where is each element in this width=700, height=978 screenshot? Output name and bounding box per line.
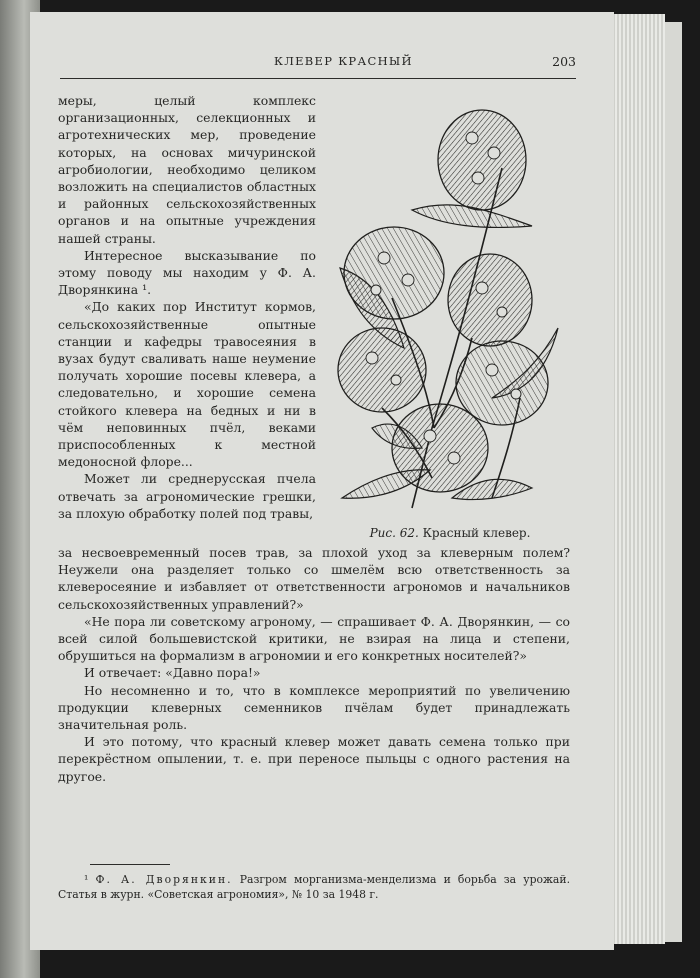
paragraph: Но несомненно и то, что в комплексе мероприятий по увеличению продукции клеверных семенников пчёлам будет принадлежать значительная роль. — [58, 682, 570, 733]
book-page — [30, 12, 614, 950]
paragraph: Интересное высказывание по этому поводу мы находим у Ф. А. Дворянкина ¹. — [58, 247, 316, 298]
footnote — [58, 872, 570, 902]
full-width-text — [58, 544, 570, 785]
quote-paragraph: «Не пора ли советскому агроному, — спрашивает Ф. А. Дворянкин, — со всей силой большевистской критики, не взирая на лица и степени, обрушиться на формализм в агрономии и его конкретных носителей?» — [58, 613, 570, 664]
page-edges — [612, 14, 665, 944]
paragraph: меры, целый комплекс организационных, селекционных и агротехнических мер, проведение которых, на основах мичуринской агробиологии, необходимо целиком возложить на специалистов областных и районных сельскохозяйственных органов и на опытные учреждения нашей страны. — [58, 93, 316, 246]
page-number: 203 — [552, 54, 576, 69]
paragraph: И это потому, что красный клевер может давать семена только при перекрёстном опылении, т. е. при переносе пыльцы с одного растения на другое. — [58, 734, 570, 784]
clover-illustration — [312, 98, 564, 518]
quote-paragraph: «До каких пор Институт кормов, сельскохозяйственные опытные станции и кафедры травосеяния в вузах будут сваливать наше неумение получать хорошие посевы клевера, а следовательно, и хорошие семена стойкого клевера на бедных и ни в чём неповинных пчёл, веками приспособленных к местной медоносной флоре... — [58, 299, 316, 470]
book-block-back — [664, 22, 682, 942]
footnote-rule — [90, 864, 170, 865]
footnote-author: Ф. А. Дворянкин. — [95, 873, 233, 886]
paragraph: Может ли среднерусская пчела отвечать за агрономические грешки, за плохую обработку полей под травы, — [58, 471, 316, 521]
running-head — [60, 54, 576, 79]
paragraph: за несвоевременный посев трав, за плохой уход за клеверным полем? Неужели она разделяет только со шмелём всю ответственность за клеверосеяние и избавляет от ответственности агрономов и начальников сельскохозяйственных управлений?» — [58, 545, 570, 612]
footnote-text: Разгром морганизма-менделизма и борьба за урожай. Статья в журн. «Советская агрономия», № 10 за 1948 г. — [58, 873, 570, 901]
figure-title: Красный клевер. — [422, 526, 531, 540]
running-head-title: КЛЕВЕР КРАСНЫЙ — [274, 54, 413, 68]
footnote-marker: ¹ — [84, 873, 89, 886]
figure-label: Рис. 62. — [369, 526, 419, 540]
paragraph: И отвечает: «Давно пора!» — [84, 665, 261, 681]
figure-caption — [340, 526, 560, 540]
left-column-text — [58, 92, 316, 522]
red-clover-drawing — [312, 98, 564, 518]
